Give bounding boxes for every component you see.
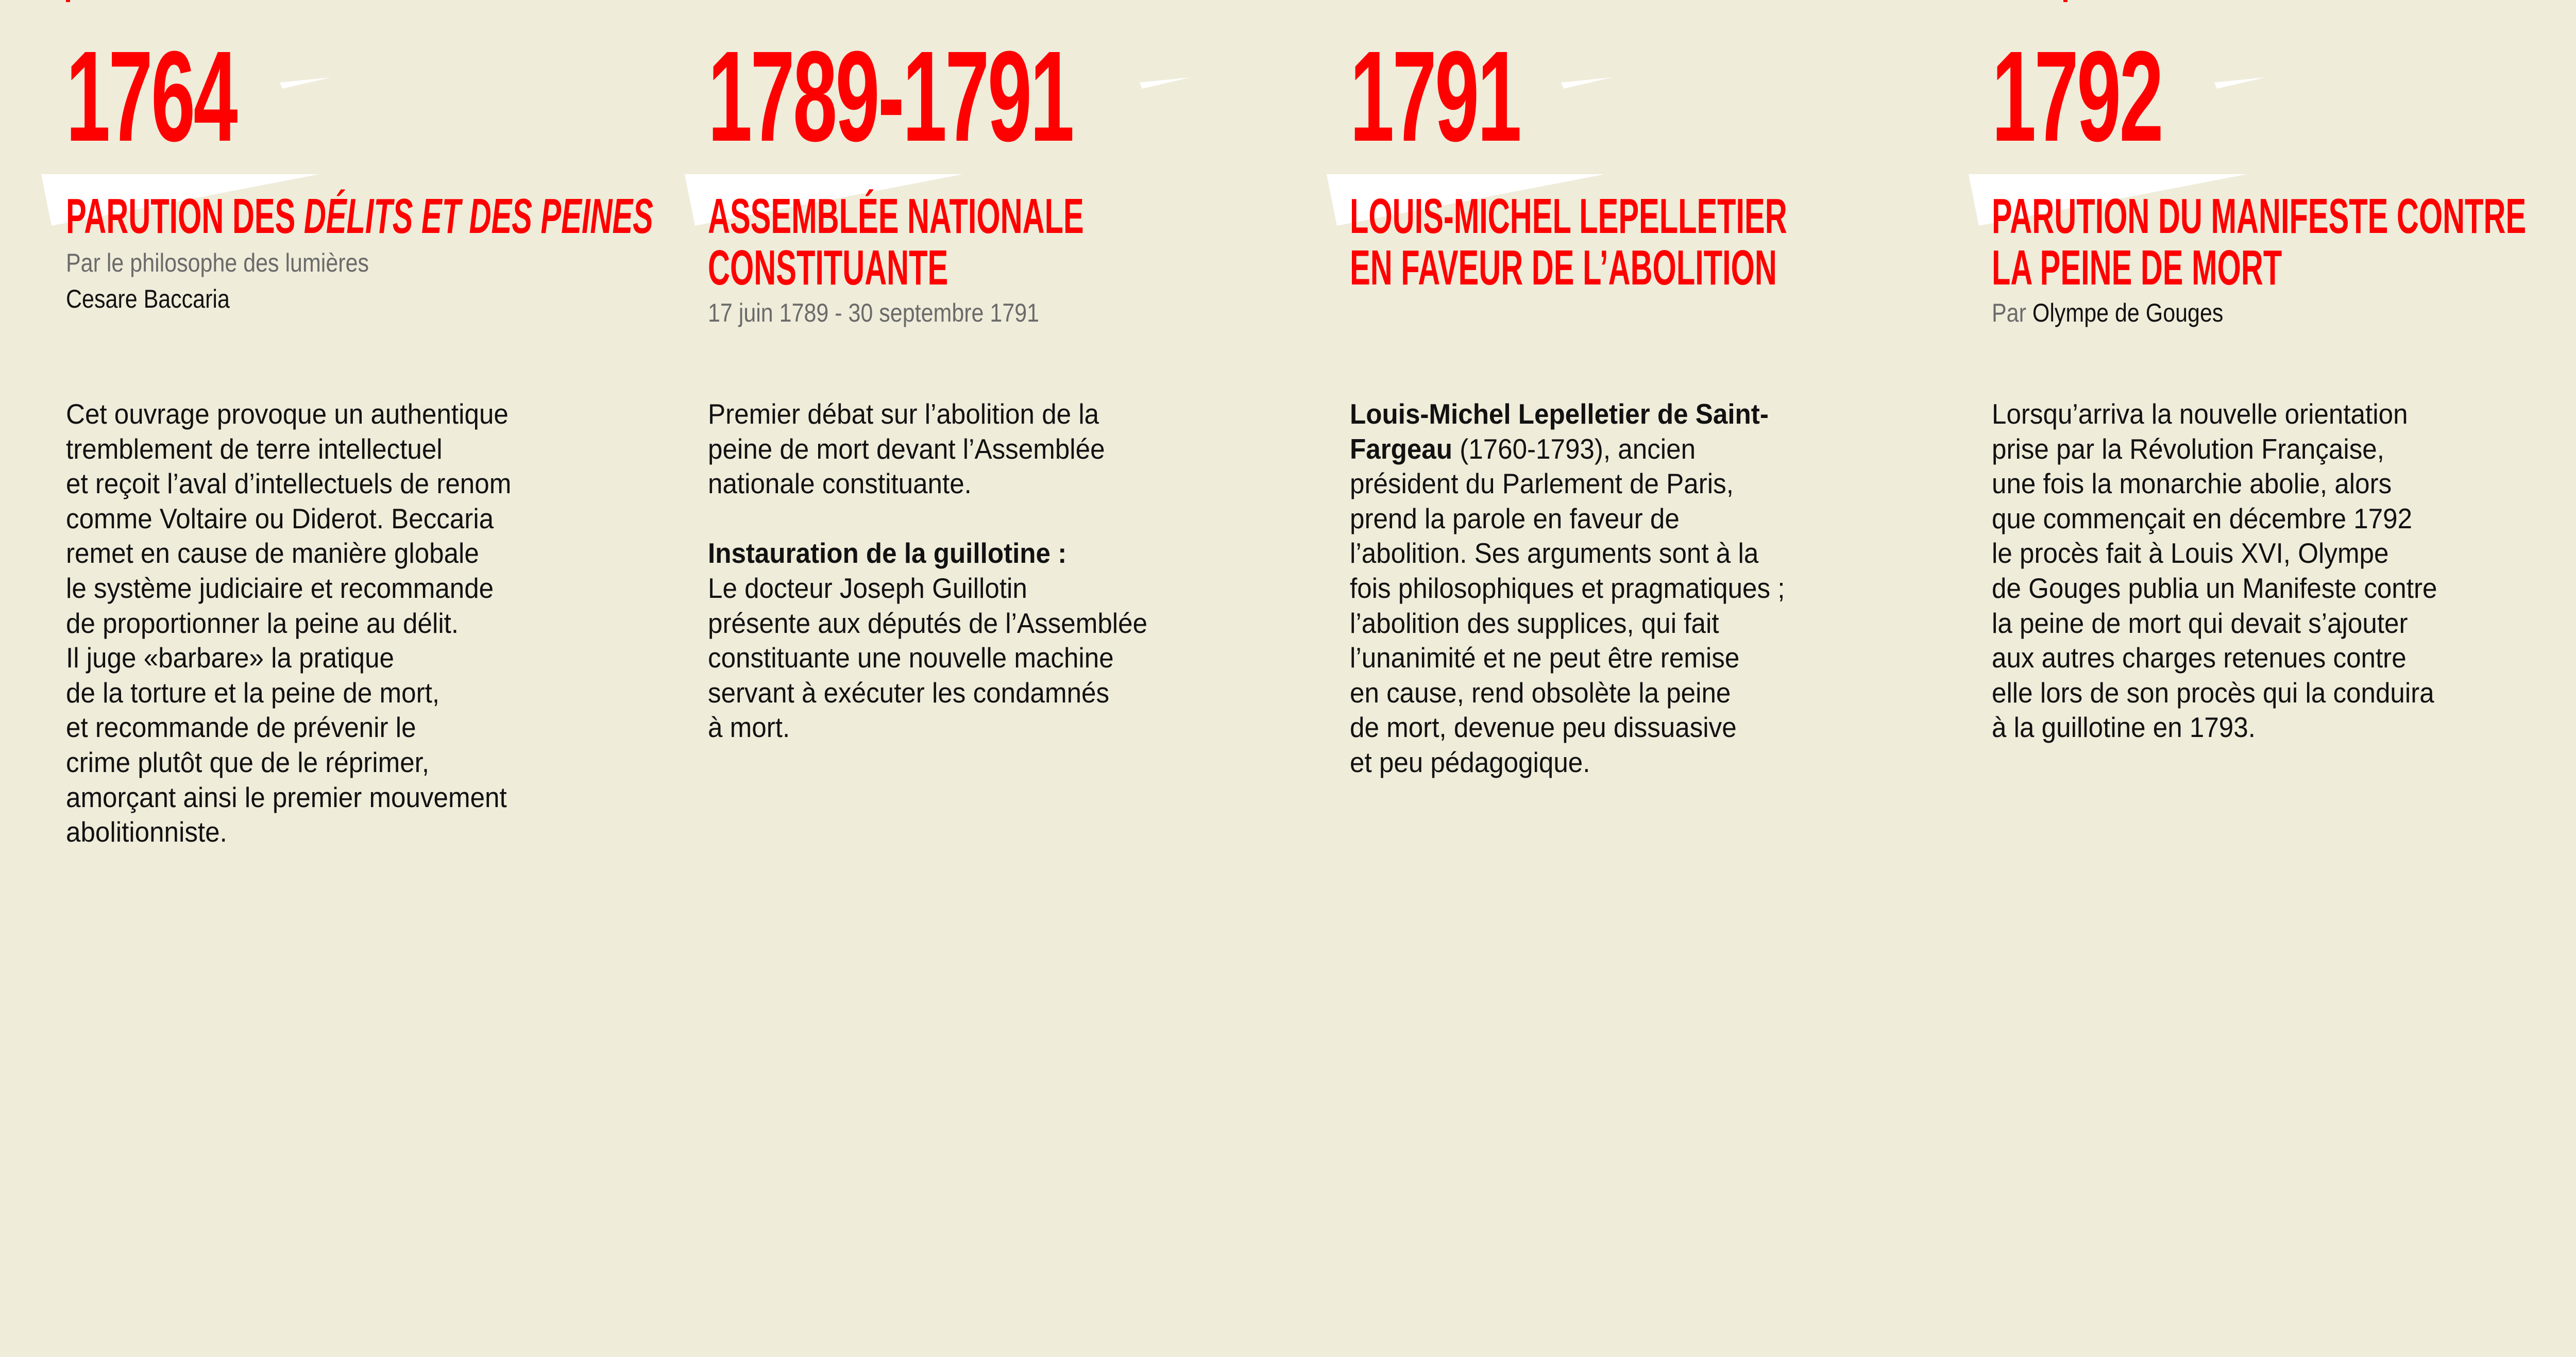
author-prefix: Par — [1992, 298, 2026, 327]
body-line: Cet ouvrage provoque un authentique — [66, 398, 509, 430]
body-line: l’unanimité et ne peut être remise — [1350, 642, 1740, 674]
body-line: à mort. — [708, 711, 790, 744]
body-line: prise par la Révolution Française, — [1992, 432, 2384, 465]
body-line: Il juge «barbare» la pratique — [66, 642, 394, 674]
body-line: en cause, rend obsolète la peine — [1350, 676, 1731, 709]
body-line: président du Parlement de Paris, — [1350, 467, 1734, 500]
body-line: que commençait en décembre 1792 — [1992, 502, 2413, 534]
sliver-decoration-icon — [2214, 77, 2266, 93]
entry-title — [66, 191, 653, 242]
body-line: aux autres charges retenues contre — [1992, 642, 2406, 674]
body-line: crime plutôt que de le réprimer, — [66, 746, 430, 778]
title-text: PARUTION DES — [66, 189, 304, 244]
timeline-entry-1791 — [1350, 0, 1991, 1357]
body-line: elle lors de son procès qui la conduira — [1992, 676, 2434, 709]
paragraph-gap — [708, 501, 1147, 537]
year-label: 1791 — [1350, 24, 1520, 168]
timeline-entry-1789-1791 — [708, 0, 1349, 1357]
body-line: abolitionniste. — [66, 816, 227, 848]
sliver-decoration-icon — [1140, 77, 1191, 93]
body-line — [1350, 432, 1785, 467]
title-line: PARUTION DU MANIFESTE CONTRE — [1992, 189, 2527, 244]
body-line: Le docteur Joseph Guillotin — [708, 572, 1027, 604]
sliver-decoration-icon — [280, 77, 331, 93]
title-line: CONSTITUANTE — [708, 240, 948, 295]
body-line: prend la parole en faveur de — [1350, 502, 1680, 534]
body-line: comme Voltaire ou Diderot. Beccaria — [66, 502, 494, 534]
title-line: LA PEINE DE MORT — [1992, 240, 2282, 295]
body-line: de mort, devenue peu dissuasive — [1350, 711, 1737, 744]
year-label: 1792 — [1992, 24, 2162, 168]
body-line: Lorsqu’arriva la nouvelle orientation — [1992, 398, 2408, 430]
body-line: l’abolition. Ses arguments sont à la — [1350, 537, 1759, 569]
entry-body — [708, 397, 1147, 745]
title-book-name: DÉLITS ET DES PEINES — [303, 189, 653, 244]
body-line: le système judiciaire et recommande — [66, 572, 494, 604]
body-line: la peine de mort qui devait s’ajouter — [1992, 607, 2408, 639]
body-line: constituante une nouvelle machine — [708, 642, 1114, 674]
body-line: une fois la monarchie abolie, alors — [1992, 467, 2392, 500]
author-name: Olympe de Gouges — [2032, 298, 2224, 327]
body-line: l’abolition des supplices, qui fait — [1350, 607, 1719, 639]
body-line: fois philosophiques et pragmatiques ; — [1350, 572, 1785, 604]
entry-body — [1350, 397, 1785, 780]
timeline-entry-1764 — [66, 0, 707, 1357]
body-line: Premier débat sur l’abolition de la — [708, 398, 1099, 430]
body-line: nationale constituante. — [708, 467, 972, 500]
entry-subtitle: Par le philosophe des lumières — [66, 248, 369, 277]
body-line: et reçoit l’aval d’intellectuels de renom — [66, 467, 512, 500]
body-line: et peu pédagogique. — [1350, 746, 1590, 778]
body-line: amorçant ainsi le premier mouvement — [66, 781, 507, 813]
year-label: 1764 — [66, 24, 236, 168]
body-line: de la torture et la peine de mort, — [66, 676, 440, 709]
body-text: (1760-1793), ancien — [1452, 432, 1696, 465]
entry-date-range: 17 juin 1789 - 30 septembre 1791 — [708, 298, 1040, 327]
body-line: remet en cause de manière globale — [66, 537, 479, 569]
entry-body — [1992, 397, 2437, 745]
body-line: de proportionner la peine au délit. — [66, 607, 459, 639]
title-line: ASSEMBLÉE NATIONALE — [708, 189, 1084, 244]
body-line: présente aux députés de l’Assemblée — [708, 607, 1148, 639]
body-line: le procès fait à Louis XVI, Olympe — [1992, 537, 2389, 569]
entry-body — [66, 397, 511, 850]
entry-title — [1992, 191, 2526, 294]
sliver-decoration-icon — [1561, 77, 1613, 93]
timeline-entry-1792 — [1992, 0, 2576, 1357]
title-line: EN FAVEUR DE L’ABOLITION — [1350, 240, 1777, 295]
entry-title — [708, 191, 1084, 294]
entry-author: Cesare Baccaria — [66, 284, 230, 313]
body-line: et recommande de prévenir le — [66, 711, 416, 744]
body-line: tremblement de terre intellectuel — [66, 432, 443, 465]
entry-title — [1350, 191, 1787, 294]
body-line: à la guillotine en 1793. — [1992, 711, 2256, 744]
body-subheading: Instauration de la guillotine : — [708, 537, 1067, 569]
body-line: servant à exécuter les condamnés — [708, 676, 1110, 709]
title-line: LOUIS-MICHEL LEPELLETIER — [1350, 189, 1787, 244]
body-bold-name: Fargeau — [1350, 432, 1452, 465]
body-line: de Gouges publia un Manifeste contre — [1992, 572, 2437, 604]
year-label: 1789-1791 — [708, 24, 1073, 168]
body-line: peine de mort devant l’Assemblée — [708, 432, 1105, 465]
body-bold-name: Louis-Michel Lepelletier de Saint- — [1350, 398, 1769, 430]
entry-author — [1992, 295, 2223, 331]
